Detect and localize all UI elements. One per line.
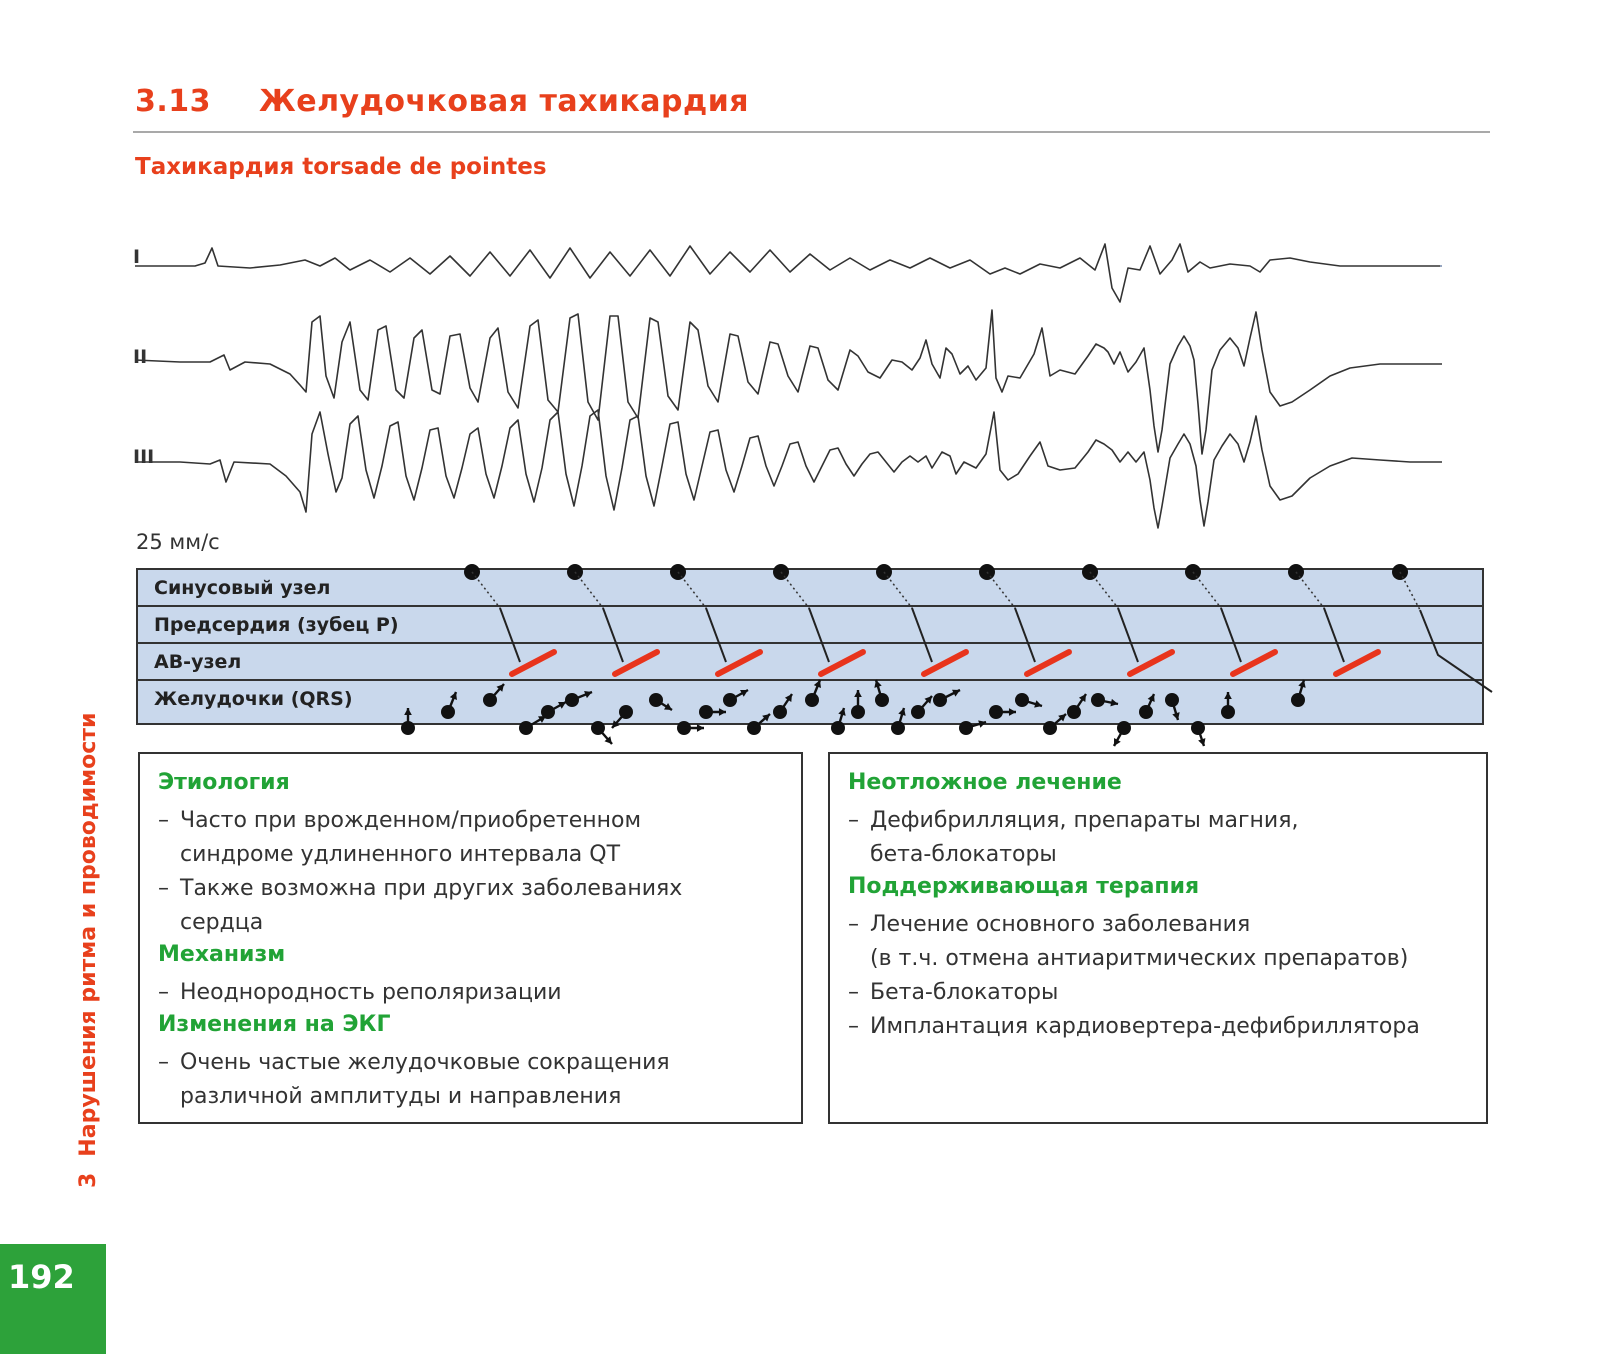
sinus-exit-line <box>987 572 1015 608</box>
bullet-dash: – <box>848 912 859 937</box>
treatment_box-item-line: Дефибрилляция, препараты магния, <box>870 808 1299 833</box>
section-title-text: Желудочковая тахикардия <box>259 84 750 119</box>
atrial-conduction-line <box>500 608 520 662</box>
ladder-label-ventricles: Желудочки (QRS) <box>154 688 353 710</box>
lead-label-ii: II <box>133 346 148 368</box>
etiology_box-item-line: Неоднородность реполяризации <box>180 980 562 1005</box>
treatment_box-item <box>848 908 1468 976</box>
treatment_box-item-line: Бета-блокаторы <box>870 980 1059 1005</box>
sinus-exit-line <box>1400 572 1420 610</box>
chapter-number: 3 <box>76 1172 101 1188</box>
ladder-label-av-node: АВ-узел <box>154 651 242 673</box>
etiology_box-item <box>158 976 783 1010</box>
bullet-dash: – <box>158 980 169 1005</box>
paper-speed: 25 мм/с <box>136 530 220 554</box>
bullet-dash: – <box>158 808 169 833</box>
treatment_box-item-line: Лечение основного заболевания <box>870 912 1251 937</box>
treatment_box-item-line: Имплантация кардиовертера-дефибриллятора <box>870 1014 1420 1039</box>
sinus-exit-line <box>884 572 912 608</box>
bullet-dash: – <box>848 808 859 833</box>
treatment_box-item <box>848 976 1468 1010</box>
arrowhead <box>854 690 862 697</box>
atrial-conduction-line <box>706 608 726 662</box>
etiology_box-item-line: Очень частые желудочковые сокращения <box>180 1050 670 1075</box>
lead-label-iii: III <box>133 446 155 468</box>
atrial-conduction-line <box>1118 608 1138 662</box>
treatment_box-item <box>848 804 1468 872</box>
treatment_box-heading-1: Поддерживающая терапия <box>848 874 1200 899</box>
atrial-conduction-line <box>912 608 932 662</box>
etiology_box-item <box>158 872 783 940</box>
atrial-conduction-line <box>1324 608 1344 662</box>
atrial-conduction-line <box>603 608 623 662</box>
treatment-box <box>828 752 1488 1124</box>
sinus-exit-line <box>781 572 809 608</box>
treatment_box-item-line: бета-блокаторы <box>870 842 1057 867</box>
etiology-box <box>138 752 803 1124</box>
atrial-conduction-line <box>809 608 829 662</box>
etiology_box-heading-1: Механизм <box>158 942 286 967</box>
sinus-exit-line <box>1090 572 1118 608</box>
etiology_box-heading-2: Изменения на ЭКГ <box>158 1012 391 1037</box>
treatment_box-heading-0: Неотложное лечение <box>848 770 1122 795</box>
chapter-title: Нарушения ритма и проводимости <box>76 712 101 1157</box>
bullet-dash: – <box>848 1014 859 1039</box>
atrial-conduction-line <box>1015 608 1035 662</box>
etiology_box-item-line: сердца <box>180 910 264 935</box>
chapter-sidebar-label <box>76 713 101 1188</box>
etiology_box-item-line: Также возможна при других заболеваниях <box>180 876 683 901</box>
arrowhead <box>697 724 704 732</box>
page-number: 192 <box>8 1258 75 1296</box>
lead-label-i: I <box>133 246 141 268</box>
arrowhead <box>719 708 726 716</box>
etiology_box-item <box>158 804 783 872</box>
bullet-dash: – <box>158 876 169 901</box>
sinus-exit-line <box>575 572 603 608</box>
bullet-dash: – <box>158 1050 169 1075</box>
bullet-dash: – <box>848 980 859 1005</box>
subtitle: Тахикардия torsade de pointes <box>135 154 547 180</box>
treatment_box-item <box>848 1010 1468 1044</box>
arrowhead <box>1009 708 1016 716</box>
etiology_box-item-line: Часто при врожденном/приобретенном <box>180 808 642 833</box>
atrial-conduction-line <box>1420 610 1492 692</box>
etiology_box-item-line: различной амплитуды и направления <box>180 1084 622 1109</box>
ladder-label-sinus: Синусовый узел <box>154 577 331 599</box>
atrial-conduction-line <box>1221 608 1241 662</box>
arrowhead <box>1224 692 1232 699</box>
section-number: 3.13 <box>135 84 212 119</box>
page-number-tab <box>0 1244 106 1354</box>
arrowhead <box>404 708 412 715</box>
treatment_box-item-line: (в т.ч. отмена антиаритмических препаратов) <box>870 946 1409 971</box>
sinus-exit-line <box>678 572 706 608</box>
sinus-exit-line <box>1296 572 1324 608</box>
ladder-label-atria: Предсердия (зубец P) <box>154 614 399 636</box>
sinus-exit-line <box>1193 572 1221 608</box>
etiology_box-heading-0: Этиология <box>158 770 290 795</box>
sinus-exit-line <box>472 572 500 608</box>
etiology_box-item <box>158 1046 783 1114</box>
etiology_box-item-line: синдроме удлиненного интервала QT <box>180 842 621 867</box>
